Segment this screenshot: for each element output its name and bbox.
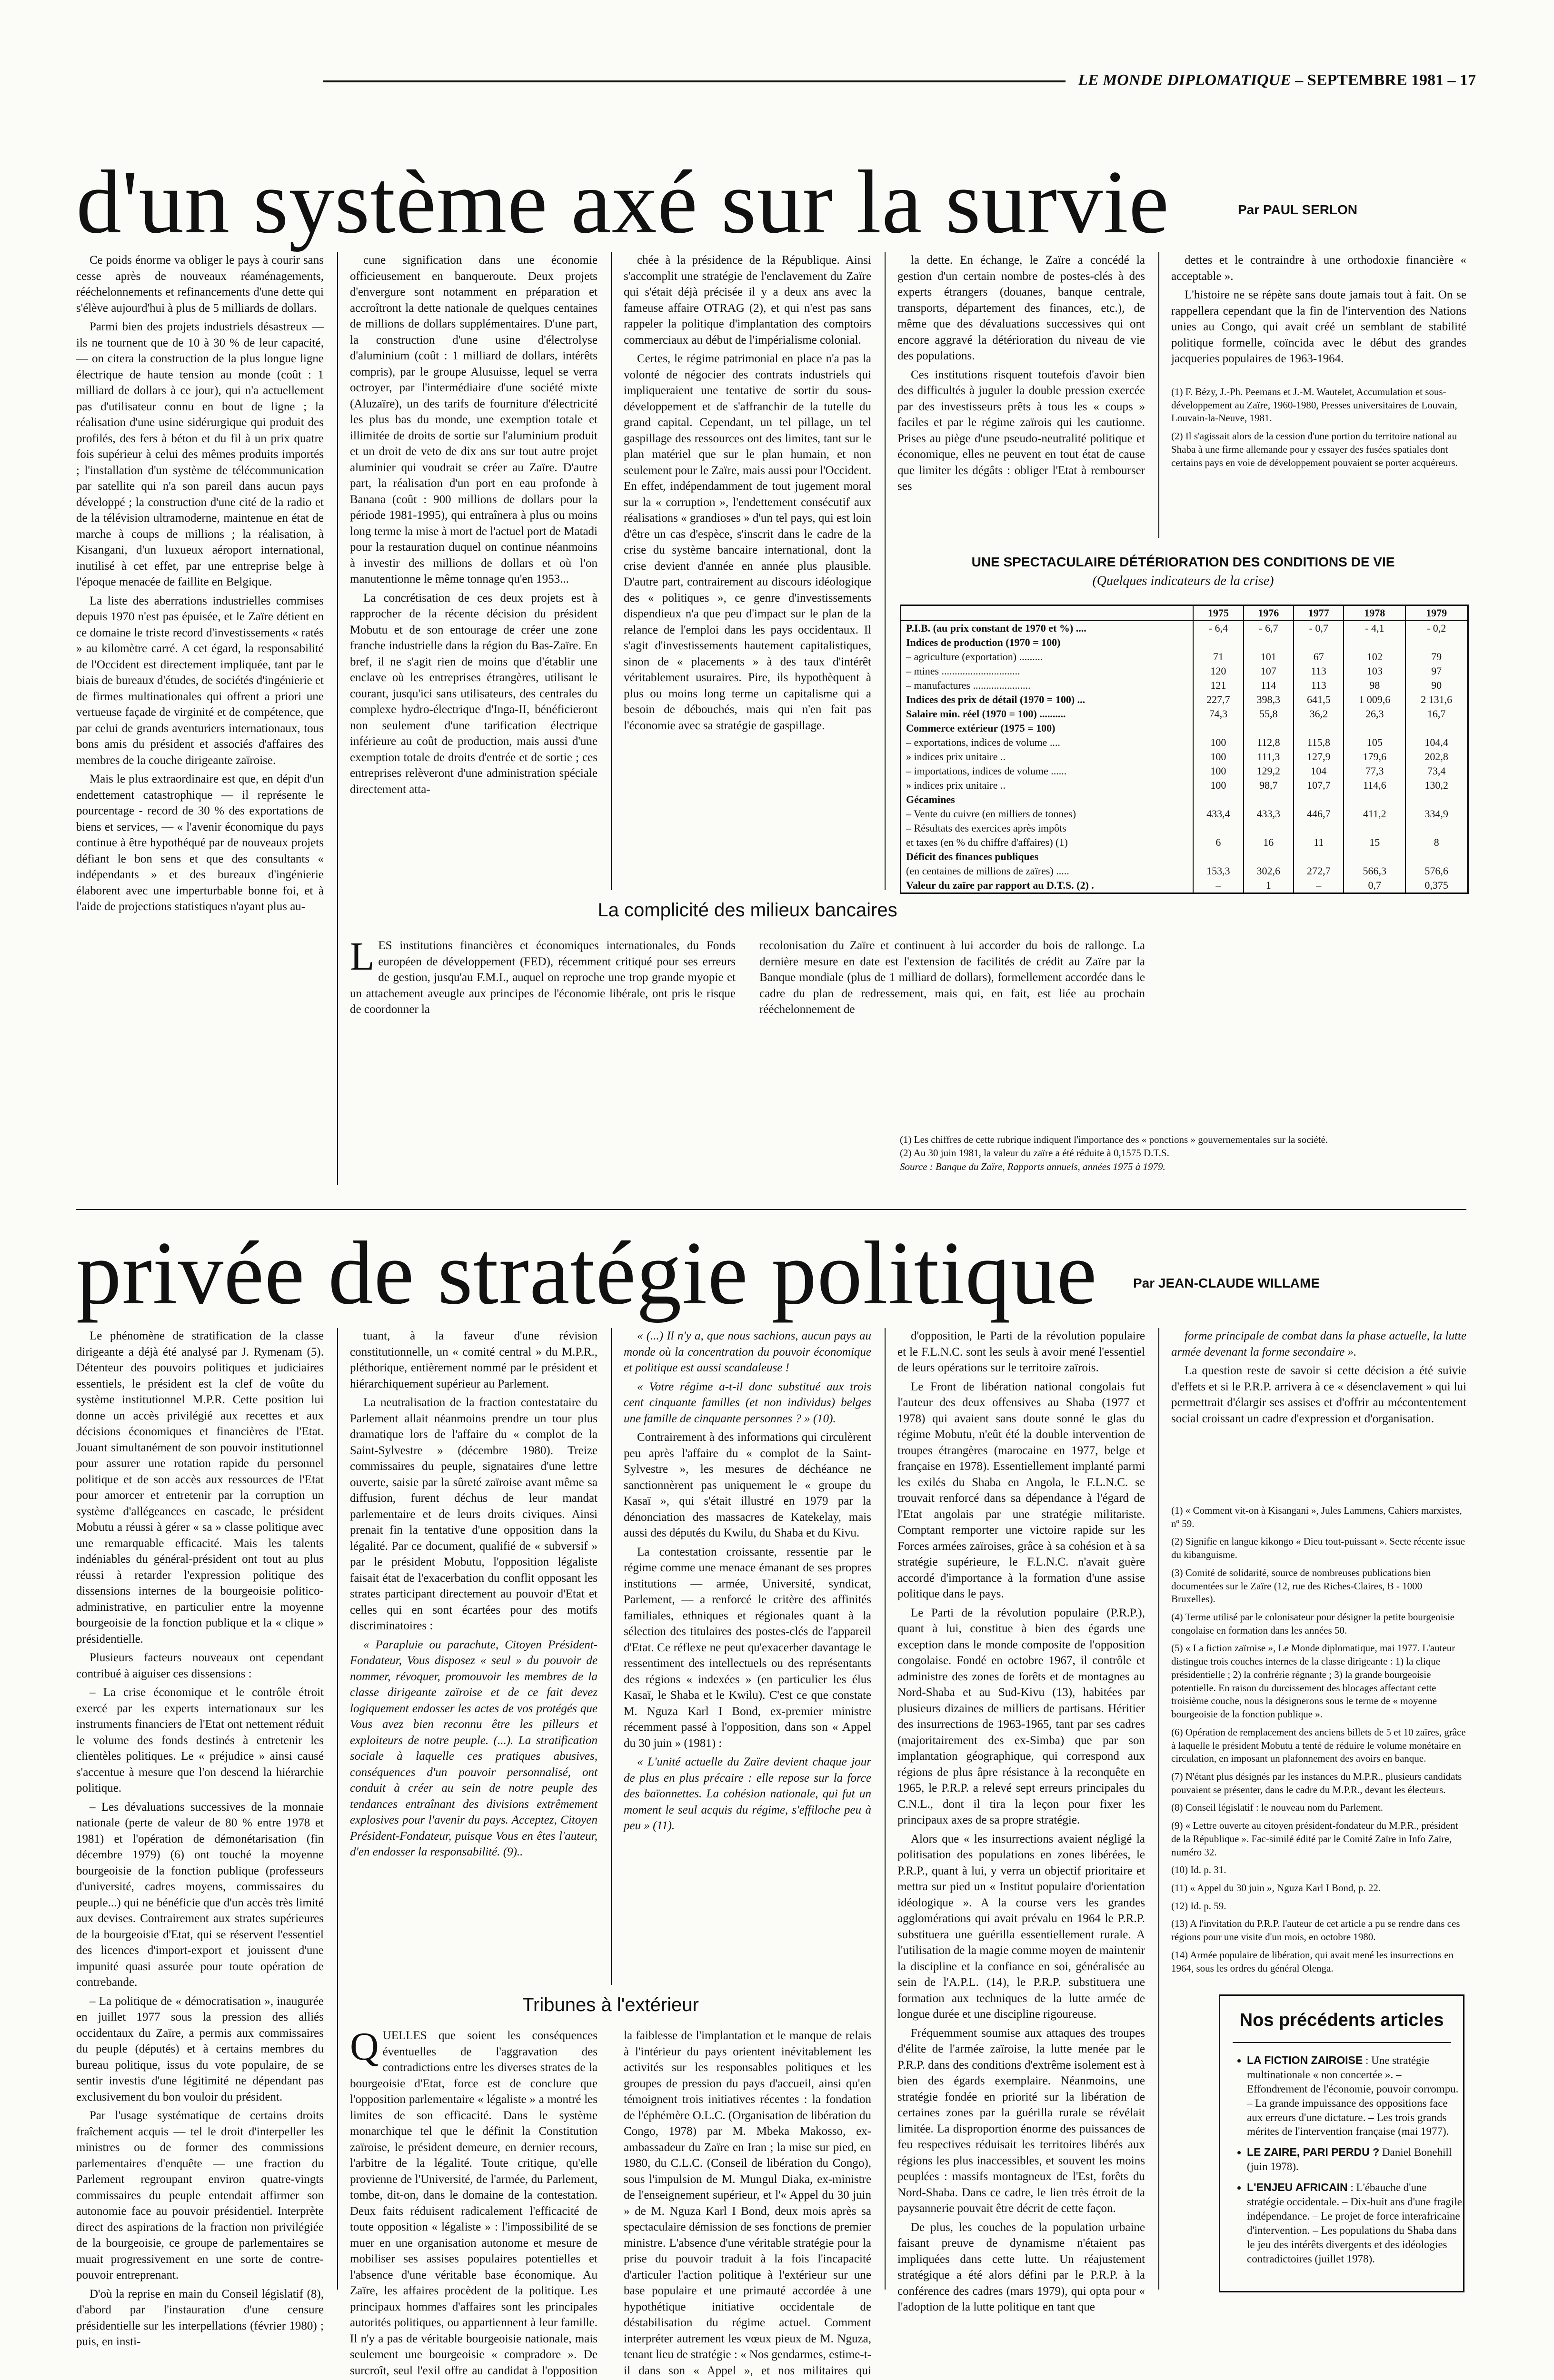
table-cell: 100: [1193, 750, 1243, 764]
table-cell: 6: [1193, 835, 1243, 850]
table-cell: [1244, 821, 1294, 835]
table-cell: [1344, 850, 1405, 864]
row-label: Salaire min. réel (1970 = 100) ..........: [901, 707, 1193, 721]
table-cell: 98: [1344, 678, 1405, 693]
drop-cap: L: [350, 934, 375, 979]
table-cell: 127,9: [1294, 750, 1344, 764]
table-cell: 100: [1193, 764, 1243, 778]
table-cell: 114,6: [1344, 778, 1405, 793]
table-cell: 113: [1294, 678, 1344, 693]
table-row: [901, 693, 1467, 707]
table-cell: [1405, 635, 1467, 650]
table-cell: 16,7: [1405, 707, 1467, 721]
table-year-header: 1978: [1344, 606, 1405, 621]
table-cell: 11: [1294, 835, 1344, 850]
table-year-header: 1979: [1405, 606, 1467, 621]
paragraph: Ces institutions risquent toutefois d'avoir bien des difficultés à juguler la double pression exercée par des investisseurs prêts à tous les « coups » faciles et par le régime zaïrois qui les cautionne. Prises au piège d'une pseudo-neutralité politique et économique, elles ne peuvent en tout état de cause que limiter les dégâts : obliger l'Etat à rembourser ses: [897, 368, 1145, 493]
table-cell: 433,3: [1244, 807, 1294, 821]
table-cell: 0,7: [1344, 878, 1405, 892]
paragraph: Alors que « les insurrections avaient négligé la politisation des populations en zones libérées, le P.R.P., quant à lui, y verra un objectif prioritaire et mettra sur pied un « Institut populaire d'orientation idéologique ». A la course vers les grandes agglomérations qui avait prévalu en 1964 le P.R.P. substituera une guérilla essentiellement rurale. A l'utilisation de la magie comme moyen de maintenir la discipline et la confiance en soi, généralisée au sein de l'A.P.L. (14), le P.R.P. substituera une formation aux techniques de la lutte armée de longue durée et une discipline rigoureuse.: [897, 1832, 1145, 2021]
paragraph: La concrétisation de ces deux projets est à rapprocher de la récente décision du président Mobutu et de son entourage de créer une zone franche industrielle dans la région du Bas-Zaïre. En bref, il ne s'agit rien de moins que d'établir une enclave où les entreprises étrangères, utilisant le courant, jusqu'ici sans utilisateurs, des centrales du complexe hydro-électrique d'Inga-II, bénéficieront non seulement d'une tarification électrique inférieure au coût de production, mais aussi d'une exemption totale de droits d'entrée et de sortie ; ces entreprises relèveront d'une administration spéciale directement atta-: [350, 591, 598, 796]
table-cell: [1244, 721, 1294, 735]
footnote: (2) Il s'agissait alors de la cession d'une portion du territoire national au Shaba à une firme allemande pour y essayer des fusées spatiales dont certains pays en voie de développement pouvaient se porter acquéreurs.: [1171, 430, 1458, 468]
paragraph: ES institutions financières et économiques internationales, du Fonds européen de développement (FED), récemment critiqué pour ses erreurs de gestion, jusqu'au F.M.I., auquel on reproche une trop grande myopie et un attachement aveugle aux principes de l'économie libérale, ont pris le risque de coordonner la: [350, 939, 736, 1016]
table-cell: 227,7: [1193, 693, 1243, 707]
table-row: [901, 878, 1467, 892]
table-row: [901, 750, 1467, 764]
table-cell: 15: [1344, 835, 1405, 850]
table-cell: 98,7: [1244, 778, 1294, 793]
row-label: et taxes (en % du chiffre d'affaires) (1): [901, 835, 1193, 850]
article1-footnotes: [1171, 386, 1466, 543]
table-cell: 104,4: [1405, 735, 1467, 750]
paragraph: Par l'usage systématique de certains droits fraîchement acquis — tel le droit d'interpeller les ministres ou de former des commissions parlementaires d'enquête — une fraction du Parlement regroupant environ quatre-vingts commissaires du peuple entendait affirmer son autonomie face au pouvoir présidentiel. Interprète direct des aspirations de la fraction non privilégiée de la bourgeoisie, ce groupe de parlementaires se muait progressivement en une sorte de contre-pouvoir entreprenant.: [76, 2109, 324, 2281]
table-row: [901, 821, 1467, 835]
table-cell: 73,4: [1405, 764, 1467, 778]
row-label: » indices prix unitaire ..: [901, 778, 1193, 793]
paragraph: Mais le plus extraordinaire est que, en dépit d'un endettement catastrophique — il représente le pourcentage - record de 30 % des exportations de biens et services, — « l'avenir économique du pays continue à être hypothéqué par de nouveaux projets défiant le bon sens et que des consultants « indépendants » et des bureaux d'ingénierie élaborent avec une imperturbable bonne foi, et à l'aide de projections statistiques n'ayant plus au-: [76, 773, 324, 913]
table-cell: [1193, 821, 1243, 835]
list-item: • L'ENJEU AFRICAIN : L'ébauche d'une stratégie occidentale. – Dix-huit ans d'une fragile indépendance. – Le projet de force interafricaine d'intervention. – Les populations du Shaba dans le jeu des intérêts divergents et des idéologies contradictoires (juillet 1978).: [1247, 2181, 1463, 2266]
table-cell: 272,7: [1294, 864, 1344, 878]
article1-column-3: [624, 252, 871, 890]
column-rule: [337, 1328, 338, 2290]
table-cell: 102: [1344, 650, 1405, 664]
row-label: – Vente du cuivre (en milliers de tonnes): [901, 807, 1193, 821]
table-cell: [1344, 793, 1405, 807]
table-cell: 576,6: [1405, 864, 1467, 878]
table-cell: 112,8: [1244, 735, 1294, 750]
table-cell: 179,6: [1344, 750, 1405, 764]
paragraph: Le phénomène de stratification de la classe dirigeante a déjà été analysé par J. Rymenam (5). Détenteur des pouvoirs politiques et judiciaires essentiels, le président est la clef de voûte du système institutionnel M.P.R. Cette position lui donne un accès privilégié aux recettes et aux décisions économiques et financières de l'Etat. Jouant simultanément de son pouvoir institutionnel pour assurer une rotation rapide du personnel politique et de son accès aux ressources de l'Etat pour amorcer et entretenir par la corruption un système d'allégeances en cascade, le président Mobutu a réussi à gérer « sa » classe politique avec une remarquable efficacité. Mais les talents indéniables du général-président ont tout au plus réussi à retarder l'expression politique des dissensions internes de la bourgeoisie politico-administrative, en particulier entre la moyenne bourgeoisie de la fonction publique et la « clique » présidentielle.: [76, 1329, 324, 1646]
table-cell: 0,375: [1405, 878, 1467, 892]
paragraph: Le Front de libération national congolais fut l'auteur des deux offensives au Shaba (1977 et 1978) qui avaient sans doute sonné le glas du régime Mobutu, n'eût été la double intervention de troupes étrangères (marocaine en 1977, belge et française en 1978). Essentiellement implanté parmi les exilés du Shaba en Angola, le F.L.N.C. se trouvait renforcé dans sa dépendance à l'égard de l'Etat angolais par une stratégie militariste. Comptant remporter une victoire rapide sur les Forces armées zaïroises, grâce à sa cohésion et à sa stratégie supérieure, le F.L.N.C. n'avait guère accordé d'importance à la formation d'une assise politique dans le pays.: [897, 1380, 1145, 1600]
table-cell: [1294, 793, 1344, 807]
table-year-header: 1976: [1244, 606, 1294, 621]
publication-name: LE MONDE DIPLOMATIQUE: [1078, 71, 1291, 89]
column-rule: [885, 1328, 886, 2290]
table-row: [901, 850, 1467, 864]
table-cell: [1344, 821, 1405, 835]
article1-subhead: La complicité des milieux bancaires: [598, 900, 897, 921]
previous-articles-box: [1219, 1994, 1464, 2292]
paragraph: La contestation croissante, ressentie par le régime comme une menace émanant de ses propres institutions — armée, Université, syndicat, Parlement, — a renforcé le critère des affinités familiales, ethniques et régionales quant à la sélection des titulaires des postes-clés de l'appareil d'Etat. Ce réflexe ne peut qu'exacerber davantage le ressentiment des intellectuels ou des représentants des régions « indexées » (en particulier les élus Kasaï, le Shaba et le Kwilu). C'est ce que constate M. Nguza Karl I Bond, ex-premier ministre récemment passé à l'opposition, dans son « Appel du 30 juin » (1981) :: [624, 1545, 871, 1750]
paragraph: La neutralisation de la fraction contestataire du Parlement allait néanmoins prendre un tour plus dramatique lors de l'affaire du « complot de la Saint-Sylvestre » (décembre 1980). Treize commissaires du peuple, signataires d'une lettre ouverte, saisie par la sûreté zaïroise avant même sa diffusion, furent déchus de leur mandat parlementaire et de leurs droits civiques. Ainsi prenait fin la tentative d'une opposition dans la légalité. Par ce document, qualifié de « subversif » par le président Mobutu, l'opposition légaliste faisait état de l'exacerbation du conflit opposant les strates participant directement au pouvoir d'Etat et celles qui en sont écartées pour des motifs discriminatoires :: [350, 1396, 598, 1632]
table-row: [901, 678, 1467, 693]
table-cell: [1405, 793, 1467, 807]
table-row: [901, 778, 1467, 793]
table-year-header: 1977: [1294, 606, 1344, 621]
footnote: (9) « Lettre ouverte au citoyen président-fondateur du M.P.R., président de la République ». Fac-similé édité par le Comité Zaïre in Info Zaïre, numéro 32.: [1171, 1820, 1458, 1858]
row-label: – importations, indices de volume ......: [901, 764, 1193, 778]
article1-column-5: [1171, 252, 1466, 376]
table-cell: 104: [1294, 764, 1344, 778]
table-cell: 433,4: [1193, 807, 1243, 821]
paragraph: « (...) Il n'y a, que nous sachions, aucun pays au monde où la concentration du pouvoir économique et politique est aussi scandaleuse !: [624, 1329, 871, 1374]
table-notes: [900, 1133, 1466, 1173]
paragraph: L'histoire ne se répète sans doute jamais tout à fait. On se rappellera cependant que la fin de l'intervention des Nations unies au Congo, qui avait créé un semblant de stabilité politique formelle, coïncida avec le début des grandes jacqueries populaires de 1963-1964.: [1171, 288, 1466, 365]
paragraph: dettes et le contraindre à une orthodoxie financière « acceptable ».: [1171, 254, 1466, 283]
table-cell: [1244, 850, 1294, 864]
list-item: • LA FICTION ZAIROISE : Une stratégie multinationale « non concertée ». – Effondrement de l'économie, pouvoir corrompu. – La grande impuissance des oppositions face aux erreurs d'une dictature. – Les trois grands mérites de l'intervention française (mai 1977).: [1247, 2053, 1463, 2139]
table-cell: 67: [1294, 650, 1344, 664]
table-cell: - 6,4: [1193, 621, 1243, 635]
box-rule: [1233, 2042, 1451, 2043]
row-label: Déficit des finances publiques: [901, 850, 1193, 864]
header-rule: [323, 80, 1066, 82]
table-cell: 641,5: [1294, 693, 1344, 707]
table-note: Source : Banque du Zaïre, Rapports annuels, années 1975 à 1979.: [900, 1160, 1166, 1172]
table-cell: 26,3: [1344, 707, 1405, 721]
row-label: Valeur du zaïre par rapport au D.T.S. (2) .: [901, 878, 1193, 892]
table-row: [901, 650, 1467, 664]
paragraph: De plus, les couches de la population urbaine faisant preuve de dynamisme n'étaient pas impliquées dans cette lutte. Un réajustement stratégique a été alors défini par le P.R.P. à la conférence des cadres (mars 1979), qui opta pour « l'adoption de la lutte politique en tant que: [897, 2221, 1145, 2313]
table-cell: [1193, 721, 1243, 735]
footnote: (3) Comité de solidarité, source de nombreuses publications bien documentées sur le Zaïre (12, rue des Riches-Claires, B - 1000 Bruxelles).: [1171, 1567, 1431, 1605]
paragraph: d'opposition, le Parti de la révolution populaire et le F.L.N.C. sont les seuls à avoir mené l'essentiel de leurs opérations sur le territoire zaïrois.: [897, 1329, 1145, 1374]
paragraph: Ce poids énorme va obliger le pays à courir sans cesse après de nouveaux réaménagements, rééchelonnements et refinancements d'une dette qui s'élève aujourd'hui à plus de 5 milliards de dollars.: [76, 254, 324, 315]
list-item: • LE ZAIRE, PARI PERDU ? Daniel Bonehill (juin 1978).: [1247, 2145, 1463, 2174]
table-row: [901, 621, 1467, 635]
article1-column-2: [350, 252, 598, 890]
footnote: (1) « Comment vit-on à Kisangani », Jules Lammens, Cahiers marxistes, nº 59.: [1171, 1505, 1462, 1529]
paragraph: UELLES que soient les conséquences éventuelles de l'aggravation des contradictions entre les diverses strates de la bourgeoisie d'Etat, force est de conclure que l'opposition parlementaire « légaliste » a montré les limites de son efficacité. Dans le système monarchique tel que le définit la Constitution zaïroise, le président demeure, en dernier recours, l'arbitre de la légalité. Toute critique, qu'elle provienne de l'Université, de l'armée, du Parlement, tombe, dit-on, dans le domaine de la contestation. Deux faits réduisent radicalement l'efficacité de toute opposition « légaliste » : l'impossibilité de se muer en une organisation autonome et mesure de mobiliser ses assises populaires potentielles et l'absence d'une véritable base économique. Au Zaïre, les affaires procèdent de la politique. Les principaux hommes d'affaires sont les principales autorités politiques, ou appartiennent à leur famille. Il n'y a pas de véritable bourgeoisie nationale, mais seulement une bourgeoisie « compradore ». De surcroît, seul l'exil offre au candidat à l'opposition: [350, 2029, 598, 2377]
table-cell: 111,3: [1244, 750, 1294, 764]
paragraph: La question reste de savoir si cette décision a été suivie d'effets et si le P.R.P. arrivera à ce « désenclavement » qui lui permettrait d'élargir ses assises et d'offrir au mécontentement social croissant un cadre d'expression et d'organisation.: [1171, 1364, 1466, 1425]
row-label: Gécamines: [901, 793, 1193, 807]
footnote: (10) Id. p. 31.: [1171, 1864, 1226, 1876]
table-cell: 115,8: [1294, 735, 1344, 750]
paragraph: La liste des aberrations industrielles commises depuis 1970 n'est pas épuisée, et le Zaïre détient en ce domaine le triste record d'investissements « ratés » au kilomètre carré. A cet égard, la responsabilité de l'Occident est directement impliquée, tant par le biais de bureaux d'études, de sociétés d'ingénierie et de firmes multinationales qui offrent a priori une vertueuse façade de virginité et de compétence, que par celui de grands aventuriers internationaux, tous bons amis du président et associés d'affaires des membres de la couche dirigeante zaïroise.: [76, 594, 324, 767]
article2-column-3: [624, 1328, 871, 1985]
paragraph: tuant, à la faveur d'une révision constitutionnelle, un « comité central » du M.P.R., pléthorique, entièrement nommé par le président et hiérarchiquement supérieur au Parlement.: [350, 1329, 598, 1390]
table-row: [901, 864, 1467, 878]
table-cell: [1405, 821, 1467, 835]
column-rule: [611, 1328, 612, 1985]
table-cell: [1294, 635, 1344, 650]
row-label: – agriculture (exportation) .........: [901, 650, 1193, 664]
table-cell: 74,3: [1193, 707, 1243, 721]
table-cell: [1405, 850, 1467, 864]
article2-subhead: Tribunes à l'extérieur: [522, 1994, 699, 2015]
article2-byline: Par JEAN-CLAUDE WILLAME: [1133, 1276, 1320, 1290]
table-cell: –: [1193, 878, 1243, 892]
table-cell: 90: [1405, 678, 1467, 693]
table-cell: [1344, 721, 1405, 735]
table-note: (1) Les chiffres de cette rubrique indiquent l'importance des « ponctions » gouvernementales sur la société.: [900, 1134, 1328, 1145]
paragraph: forme principale de combat dans la phase actuelle, la lutte armée devenant la forme secondaire ».: [1171, 1329, 1466, 1359]
table-cell: 1 009,6: [1344, 693, 1405, 707]
row-label: – manufactures ......................: [901, 678, 1193, 693]
paragraph: – Les dévaluations successives de la monnaie nationale (perte de valeur de 80 % entre 1978 et 1981) et l'opération de démonétarisation (fin décembre 1979) (6) ont touché la moyenne bourgeoisie de la fonction publique (professeurs d'université, cadres moyens, commissaires du peuple...) qui ne bénéficie que d'un accès très limité aux devises. Contrairement aux strates supérieures de la bourgeoisie d'Etat, qui se réservent l'essentiel des licences d'import-export et jouissent d'une impunité quasi assurée pour toute opération de contrebande.: [76, 1800, 324, 1989]
column-rule: [1158, 252, 1159, 538]
issue-date: SEPTEMBRE 1981: [1307, 71, 1444, 89]
table-cell: 79: [1405, 650, 1467, 664]
article2-column-4: [897, 1328, 1145, 2313]
table-cell: 1: [1244, 878, 1294, 892]
column-rule: [885, 252, 886, 890]
table-cell: 302,6: [1244, 864, 1294, 878]
paragraph: la dette. En échange, le Zaïre a concédé la gestion d'un certain nombre de postes-clés à des experts étrangers (douanes, banque centrale, transports, département des finances, etc.), de même que des dévaluations successives qui ont encore aggravé la détérioration du niveau de vie des populations.: [897, 254, 1145, 362]
paragraph: D'où la reprise en main du Conseil législatif (8), d'abord par l'instauration d'une censure présidentielle sur les interpellations (février 1980) ; puis, en insti-: [76, 2287, 324, 2348]
table-cell: [1294, 721, 1344, 735]
table-cell: 36,2: [1294, 707, 1344, 721]
article2-subcolumn-1: [350, 2024, 598, 2377]
table-cell: 100: [1193, 778, 1243, 793]
table-cell: 121: [1193, 678, 1243, 693]
paragraph: Plusieurs facteurs nouveaux ont cependant contribué à aiguiser ces dissensions :: [76, 1651, 324, 1680]
footnote: (5) « La fiction zaïroise », Le Monde diplomatique, mai 1977. L'auteur distingue trois couches internes de la classe dirigeante : 1) la clique présidentielle ; 2) la confrérie régnante ; 3) la grande bourgeoisie potentielle. En raison du durcissement des blocages affectant cette troisième couche, nous la désignerons sous le terme de « moyenne bourgeoisie de la fonction publique ».: [1171, 1642, 1455, 1720]
table-cell: –: [1294, 878, 1344, 892]
table-row: [901, 807, 1467, 821]
row-label: Indices de production (1970 = 100): [901, 635, 1193, 650]
drop-cap: Q: [350, 2024, 379, 2069]
indicators-table-frame: [900, 605, 1469, 894]
table-cell: [1344, 635, 1405, 650]
table-cell: - 4,1: [1344, 621, 1405, 635]
table-cell: 71: [1193, 650, 1243, 664]
table-cell: [1405, 721, 1467, 735]
table-row: [901, 764, 1467, 778]
table-cell: 105: [1344, 735, 1405, 750]
table-header-blank: [901, 606, 1193, 621]
footnote: (8) Conseil législatif : le nouveau nom du Parlement.: [1171, 1802, 1383, 1814]
table-cell: 153,3: [1193, 864, 1243, 878]
table-row: [901, 635, 1467, 650]
page-number: 17: [1460, 71, 1476, 89]
column-rule: [1158, 1328, 1159, 2290]
table-cell: - 0,2: [1405, 621, 1467, 635]
table-row: [901, 707, 1467, 721]
paragraph: Contrairement à des informations qui circulèrent peu après l'affaire du « complot de la Saint-Sylvestre », les mesures de déchéance ne sanctionnèrent pas uniquement le « groupe du Kasaï », qui s'était illustré en 1979 par la dénonciation des massacres de Katekelay, mais aussi des députés du Kwilu, du Shaba et du Kivu.: [624, 1431, 871, 1539]
paragraph: Fréquemment soumise aux attaques des troupes d'élite de l'armée zaïroise, la lutte menée par le P.R.P. dans des conditions d'extrême isolement est à bien des égards exemplaire. Néanmoins, une stratégie fondée en priorité sur la libération de certaines zones par la guérilla rurale se révélait limitée. La disproportion énorme des puissances de feu respectives réduisait les territoires libérés aux régions les plus inaccessibles, et souvent les moins peuplées : massifs montagneux de l'Est, forêts du Nord-Shaba. Dans ce cadre, le lien très étroit de la paysannerie pouvait être décrit de cette façon.: [897, 2026, 1145, 2215]
table-row: [901, 721, 1467, 735]
table-subtitle: (Quelques indicateurs de la crise): [1092, 574, 1274, 588]
page-header: LE MONDE DIPLOMATIQUE – SEPTEMBRE 1981 – 17: [0, 71, 1476, 89]
table-cell: 114: [1244, 678, 1294, 693]
row-label: – exportations, indices de volume ....: [901, 735, 1193, 750]
section-divider: [76, 1209, 1466, 1210]
article2-column-2: [350, 1328, 598, 1985]
article2-footnotes: [1171, 1504, 1466, 1985]
row-label: Indices des prix de détail (1970 = 100) ...: [901, 693, 1193, 707]
table-cell: [1244, 793, 1294, 807]
table-cell: 97: [1405, 664, 1467, 678]
table-cell: [1294, 821, 1344, 835]
table-cell: [1193, 635, 1243, 650]
article1-byline: Par PAUL SERLON: [1238, 202, 1358, 217]
paragraph: la faiblesse de l'implantation et le manque de relais à l'intérieur du pays orientent inévitablement les activités sur les responsables politiques et les groupes de pression du pays d'accueil, ainsi qu'en témoignent trois initiatives récentes : la fondation de l'éphémère O.L.C. (Organisation de libération du Congo, 1978) par M. Mbeka Makosso, ex-ambassadeur du Zaïre en Iran ; la mise sur pied, en 1980, du C.L.C. (Conseil de libération du Congo), sous l'impulsion de M. Mungul Diaka, ex-ministre de l'enseignement supérieur, et l'« Appel du 30 juin » de M. Nguza Karl I Bond, deux mois après sa spectaculaire démission de ses fonctions de premier ministre. L'absence d'une véritable stratégie pour la prise du pouvoir traduit à la fois l'incapacité d'articuler l'action politique à l'extérieur sur une base populaire et une primauté accordée à une hypothétique initiative occidentale de déstabilisation du régime actuel. Comment interpréter autrement les vœux pieux de M. Nguza, tenant lieu de stratégie : « Nos gendarmes, estime-t-il dans son « Appel », et nos militaires qui: [624, 2029, 871, 2377]
table-cell: 202,8: [1405, 750, 1467, 764]
table-title: UNE SPECTACULAIRE DÉTÉRIORATION DES CONDITIONS DE VIE: [971, 555, 1395, 569]
paragraph: « Parapluie ou parachute, Citoyen Président-Fondateur, Vous disposez « seul » du pouvoir de nommer, révoquer, promouvoir les membres de la classe dirigeante zaïroise et de ce fait devez logiquement endosser les actes de vos protégés que Vous avez bien reconnu être les pilleurs et exploiteurs de notre peuple. (...). La stratification sociale à laquelle ces pratiques abusives, conséquences d'un pouvoir personnalisé, ont conduit à créer au sein de notre peuple des tendances entraînant des divisions extrêmement explosives pour l'avenir du pays. Acceptez, Citoyen Président-Fondateur, puisque Vous en êtes l'auteur, d'en endosser la responsabilité. (9)..: [350, 1638, 598, 1858]
row-label: – Résultats des exercices après impôts: [901, 821, 1193, 835]
footnote: (4) Terme utilisé par le colonisateur pour désigner la petite bourgeoisie congolaise en formation dans les années 50.: [1171, 1611, 1454, 1636]
previous-articles-list: [1220, 2053, 1463, 2266]
table-row: [901, 664, 1467, 678]
table-cell: 103: [1344, 664, 1405, 678]
column-rule: [611, 252, 612, 890]
footnote: (7) N'étant plus désignés par les instances du M.P.R., plusieurs candidats pouvaient se présenter, dans le cadre du M.P.R., devant les électeurs.: [1171, 1770, 1462, 1795]
article1-column-1: [76, 252, 324, 1185]
paragraph: « Votre régime a-t-il donc substitué aux trois cent cinquante familles (et non individus) belges une famille de cinquante personnes ? » (10).: [624, 1380, 871, 1425]
paragraph: « L'unité actuelle du Zaïre devient chaque jour de plus en plus précaire : elle repose sur la force des baïonnettes. La cohésion nationale, qui fut un moment le seul acquis du régime, s'effiloche peu à peu » (11).: [624, 1755, 871, 1832]
footnote: (13) A l'invitation du P.R.P. l'auteur de cet article a pu se rendre dans ces régions pour une visite d'un mois, en octobre 1980.: [1171, 1918, 1460, 1943]
paragraph: recolonisation du Zaïre et continuent à lui accorder du bois de rallonge. La dernière mesure en date est l'extension de facilités de crédit au Zaïre par la Banque mondiale (plus de 1 milliard de dollars), formellement accordée dans le cadre du plan de redressement, mais qui, en fait, est liée au prochain rééchelonnement de: [759, 939, 1145, 1016]
table-cell: 334,9: [1405, 807, 1467, 821]
row-label: P.I.B. (au prix constant de 1970 et %) ....: [901, 621, 1193, 635]
table-cell: 16: [1244, 835, 1294, 850]
table-row: [901, 835, 1467, 850]
table-cell: 77,3: [1344, 764, 1405, 778]
table-year-header: 1975: [1193, 606, 1243, 621]
paragraph: chée à la présidence de la République. Ainsi s'accomplit une stratégie de l'enclavement du Zaïre qui s'était déjà précisée il y a deux ans avec la fameuse affaire OTRAG (2), et qui n'est pas sans rappeler la politique d'implantation des comptoirs commerciaux au début de l'impérialisme colonial.: [624, 254, 871, 347]
footnote: (14) Armée populaire de libération, qui avait mené les insurrections en 1964, sous les ordres du général Olenga.: [1171, 1949, 1454, 1974]
table-cell: - 0,7: [1294, 621, 1344, 635]
row-label: » indices prix unitaire ..: [901, 750, 1193, 764]
article2-subcolumn-2: [624, 2028, 871, 2377]
footnote: (12) Id. p. 59.: [1171, 1900, 1226, 1912]
paragraph: Le Parti de la révolution populaire (P.R.P.), quant à lui, constitue à bien des égards une exception dans le monde composite de l'opposition congolaise. Fondé en octobre 1967, il contrôle et administre des zones de forêts et de montagnes au Nord-Shaba et au Sud-Kivu (13), habitées par plusieurs dizaines de milliers de partisans. Héritier des insurrections de 1963-1965, tant par ses cadres (majoritairement des ex-Simba) que par son implantation géographique, qui correspond aux régions de plus âpre résistance à la reconquête en 1965, le P.R.P. a relevé sept erreurs principales du C.N.L., dont il tira la leçon pour fixer les principaux axes de sa propre stratégie.: [897, 1606, 1145, 1826]
paragraph: Parmi bien des projets industriels désastreux — ils ne tournent que de 10 à 30 % de leur capacité, — on citera la construction de la plus longue ligne électrique de haute tension au monde (coût : 1 milliard de dollars à ce jour), qui n'a actuellement pas d'utilisateur connu en bout de ligne ; la réalisation d'une usine sidérurgique qui produit des profilés, des fers à béton et du fil à un prix quatre fois supérieur à celui des mêmes produits importés ; l'installation d'un système de télécommunication par satellite qui n'a son pareil dans aucun pays développé ; la construction d'une cité de la radio et de la télévision ultramoderne, maintenue en état de marche à coups de millions ; la réalisation, à Kisangani, d'un luxueux aéroport international, inutilisé à cet effet, par une entreprise belge à l'époque menacée de faillite en Belgique.: [76, 320, 324, 588]
footnote: (1) F. Bézy, J.-Ph. Peemans et J.-M. Wautelet, Accumulation et sous-développement au Zaïre, 1960-1980, Presses universitaires de Louvain, Louvain-la-Neuve, 1981.: [1171, 386, 1457, 424]
table-cell: 129,2: [1244, 764, 1294, 778]
table-cell: 107,7: [1294, 778, 1344, 793]
table-cell: 398,3: [1244, 693, 1294, 707]
footnote: (11) « Appel du 30 juin », Nguza Karl I Bond, p. 22.: [1171, 1882, 1381, 1894]
table-cell: 107: [1244, 664, 1294, 678]
table-cell: [1193, 850, 1243, 864]
table-cell: [1193, 793, 1243, 807]
table-cell: 113: [1294, 664, 1344, 678]
table-row: [901, 735, 1467, 750]
table-cell: 566,3: [1344, 864, 1405, 878]
article1-column-4: [897, 252, 1145, 538]
column-rule: [337, 252, 338, 1185]
article2-headline: privée de stratégie politique: [76, 1223, 1097, 1323]
paragraph: – La crise économique et le contrôle étroit exercé par les experts internationaux sur les instruments financiers de l'Etat ont nettement réduit le volume des fonds destinés à entretenir les clientèles politiques. Le « préjudice » ainsi causé s'accentue à mesure que l'on descend la hiérarchie politique.: [76, 1686, 324, 1795]
table-cell: 101: [1244, 650, 1294, 664]
footnote: (2) Signifie en langue kikongo « Dieu tout-puissant ». Secte récente issue du kibanguisme.: [1171, 1536, 1465, 1561]
article1-subcolumn-1: [350, 934, 736, 1185]
table-cell: [1294, 850, 1344, 864]
indicators-table: [901, 606, 1468, 892]
table-row: [901, 793, 1467, 807]
row-label: (en centaines de millions de zaïres) .....: [901, 864, 1193, 878]
table-header-row: [901, 606, 1467, 621]
article2-column-5: [1171, 1328, 1466, 1490]
table-cell: 411,2: [1344, 807, 1405, 821]
box-title: Nos précédents articles: [1239, 2010, 1444, 2030]
table-cell: 100: [1193, 735, 1243, 750]
paragraph: cune signification dans une économie officieusement en banqueroute. Deux projets d'envergure sont notamment en préparation et accroîtront la dette nationale de quelques centaines de millions de dollars supplémentaires. D'une part, la construction d'une usine d'électrolyse d'aluminium (coût : 1 milliard de dollars, intérêts compris), par le groupe Alusuisse, lequel se verra octroyer, par l'intermédiaire d'une société mixte (Aluzaïre), un des tarifs de fourniture d'électricité les plus bas du monde, une exemption totale et illimitée de droits de sortie sur l'aluminium produit et un droit de veto de dix ans sur tout autre projet aluminier qui voudrait se créer au Zaïre. D'autre part, la réalisation d'un port en eau profonde à Banana (coût : 900 millions de dollars pour la période 1981-1995), qui entraînera à plus ou moins long terme la mise à mort de l'actuel port de Matadi pour la restauration duquel on continue néanmoins à investir des millions de dollars et où l'on manutentionne le même tonnage qu'en 1953...: [350, 254, 598, 585]
paragraph: Certes, le régime patrimonial en place n'a pas la volonté de négocier des contrats industriels qui impliqueraient une tentative de sortir du sous-développement et de s'affranchir de la tutelle du grand capital. Cependant, un tel pillage, un tel gaspillage des ressources ont des limites, tant sur le plan matériel que sur le plan humain, et non seulement pour le Zaïre, mais aussi pour l'Occident. En effet, indépendamment de tout jugement moral sur la « corruption », l'endettement consécutif aux réalisations « grandioses » d'un tel pays, qui est loin d'être un cas d'espèce, s'inscrit dans le cadre de la crise du système bancaire international, dont la crise devient d'année en année plus plausible. D'autre part, contrairement au discours idéologique des « politiques », ce genre d'investissements dispendieux n'a que peu d'impact sur le plan de la relance de l'emploi dans les pays occidentaux. Il s'agit d'investissements hautement capitalistiques, sinon de « placements » à des taux d'intérêt véritablement usuraires. Pire, ils hypothèquent à plus ou moins long terme un capitalisme qui a besoin de débouchés, mais qui n'en fait pas l'économie avec sa stratégie de gaspillage.: [624, 352, 871, 732]
table-cell: 120: [1193, 664, 1243, 678]
table-cell: 8: [1405, 835, 1467, 850]
row-label: Commerce extérieur (1975 = 100): [901, 721, 1193, 735]
paragraph: – La politique de « démocratisation », inaugurée en juillet 1977 sous la pression des alliés occidentaux du Zaïre, a permis aux commissaires du peuple (députés) et à certains membres du bureau politique, issus du vote populaire, de se sentir investis d'une légitimité ne dépendant pas exclusivement du bon vouloir du président.: [76, 1994, 324, 2103]
article2-column-1: [76, 1328, 324, 2348]
table-cell: - 6,7: [1244, 621, 1294, 635]
row-label: – mines ..............................: [901, 664, 1193, 678]
table-cell: 446,7: [1294, 807, 1344, 821]
table-note: (2) Au 30 juin 1981, la valeur du zaïre a été réduite à 0,1575 D.T.S.: [900, 1147, 1169, 1159]
table-cell: [1244, 635, 1294, 650]
table-cell: 2 131,6: [1405, 693, 1467, 707]
table-cell: 130,2: [1405, 778, 1467, 793]
footnote: (6) Opération de remplacement des anciens billets de 5 et 10 zaïres, grâce à laquelle le président Mobutu a tenté de réduire le volume monétaire en circulation, en imposant un plafonnement des avoirs en banque.: [1171, 1726, 1466, 1765]
table-cell: 55,8: [1244, 707, 1294, 721]
article1-headline: d'un système axé sur la survie: [76, 152, 1170, 252]
